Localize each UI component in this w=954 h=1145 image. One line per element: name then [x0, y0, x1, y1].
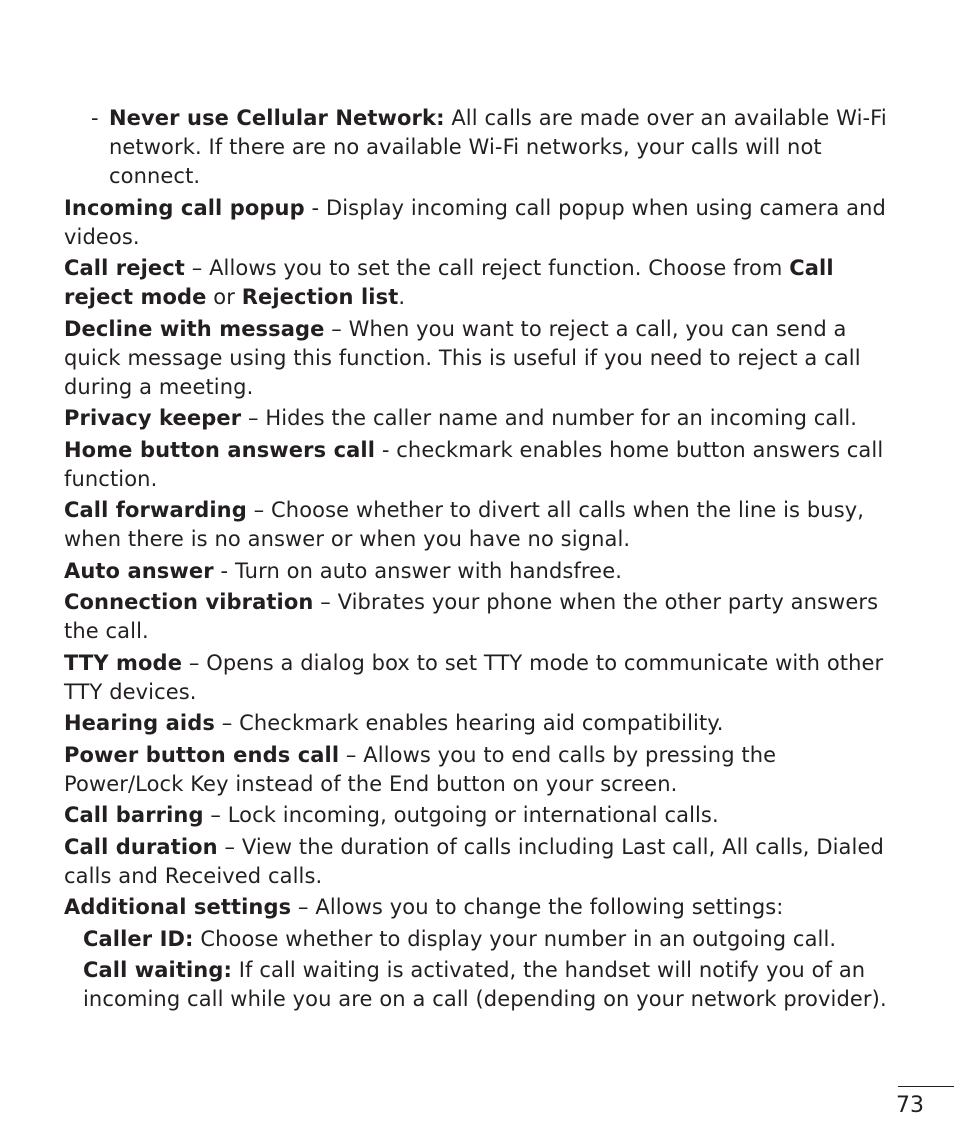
setting-term: Never use Cellular Network: — [109, 106, 445, 130]
setting-term: Home button answers call — [64, 437, 376, 462]
setting-description: Allows you to end calls by pressing the Power/Lock Key instead of the End button on your screen. — [64, 742, 777, 796]
setting-term: Caller ID: — [83, 926, 194, 951]
separator: – — [291, 895, 316, 919]
setting-term: Decline with message — [64, 316, 325, 341]
separator: – — [324, 316, 349, 341]
setting-entry — [64, 801, 896, 830]
manual-page-body — [64, 104, 896, 1017]
setting-entry — [64, 588, 896, 646]
separator: – — [203, 803, 228, 827]
setting-term: Call duration — [64, 834, 218, 859]
setting-entry — [64, 893, 896, 922]
setting-description-mid: or — [206, 285, 242, 309]
setting-description: Display incoming call popup when using camera and videos. — [64, 195, 886, 249]
page-number-rule — [898, 1086, 954, 1087]
setting-description-tail: . — [398, 285, 406, 309]
setting-term: Incoming call popup — [64, 195, 305, 220]
setting-description: Lock incoming, outgoing or international calls. — [227, 803, 719, 827]
setting-term: Privacy keeper — [64, 406, 242, 430]
sub-setting-entry — [64, 925, 896, 954]
separator: – — [182, 650, 207, 675]
setting-entry — [64, 436, 896, 494]
separator: – — [184, 256, 210, 280]
setting-description: Choose whether to display your number in an outgoing call. — [200, 926, 837, 951]
setting-entry — [64, 404, 896, 433]
setting-description: When you want to reject a call, you can send a quick message using this function. This is useful if you need to reject a call during a meeting. — [64, 316, 861, 399]
setting-term: Connection vibration — [64, 590, 314, 614]
setting-term: Power button ends call — [64, 742, 340, 767]
list-dash: - — [91, 106, 99, 130]
setting-description: All calls are made over an available Wi-Fi network. If there are no available Wi-Fi networks, your calls will not connect. — [109, 106, 887, 188]
setting-term: Call reject — [64, 256, 185, 280]
setting-description: View the duration of calls including Last call, All calls, Dialed calls and Received calls. — [64, 834, 884, 888]
setting-description: Opens a dialog box to set TTY mode to communicate with other TTY devices. — [64, 650, 884, 704]
setting-description: Allows you to set the call reject function. Choose from — [209, 256, 790, 280]
separator: – — [241, 406, 266, 430]
setting-entry — [64, 254, 896, 312]
setting-entry — [64, 104, 896, 191]
setting-term: TTY mode — [64, 650, 183, 675]
setting-description: Hides the caller name and number for an incoming call. — [265, 406, 858, 430]
setting-term: Call barring — [64, 803, 204, 827]
setting-description: Checkmark enables hearing aid compatibility. — [239, 711, 724, 735]
option-term: Call reject mode — [64, 256, 834, 309]
setting-description: Allows you to change the following settings: — [315, 895, 784, 919]
page-number: 73 — [896, 1093, 924, 1118]
setting-description: If call waiting is activated, the handset will notify you of an incoming call while you are on a call (depending on your network provider). — [83, 958, 887, 1011]
setting-entry — [64, 833, 896, 891]
separator: – — [339, 742, 364, 767]
separator: – — [246, 498, 272, 522]
setting-description: Turn on auto answer with handsfree. — [234, 558, 622, 583]
setting-description: Vibrates your phone when the other party answers the call. — [64, 590, 879, 643]
setting-entry — [64, 496, 896, 554]
setting-term: Call forwarding — [64, 498, 247, 522]
option-term: Rejection list — [241, 285, 399, 309]
separator: – — [217, 834, 242, 859]
separator: - — [213, 558, 235, 583]
separator: – — [313, 590, 338, 614]
setting-term: Call waiting: — [83, 958, 232, 982]
setting-entry — [64, 649, 896, 707]
setting-term: Additional settings — [64, 895, 292, 919]
separator: - — [304, 195, 326, 220]
setting-description: checkmark enables home button answers call function. — [64, 437, 884, 491]
setting-entry — [64, 194, 896, 252]
separator: – — [214, 711, 240, 735]
setting-entry — [64, 315, 896, 402]
setting-description: Choose whether to divert all calls when the line is busy, when there is no answer or when you have no signal. — [64, 498, 865, 551]
setting-entry — [64, 709, 896, 738]
setting-entry — [64, 741, 896, 799]
setting-term: Hearing aids — [64, 711, 215, 735]
setting-entry — [64, 557, 896, 586]
setting-term: Auto answer — [64, 558, 214, 583]
separator — [232, 958, 239, 982]
sub-setting-entry — [64, 956, 896, 1014]
separator: - — [375, 437, 397, 462]
